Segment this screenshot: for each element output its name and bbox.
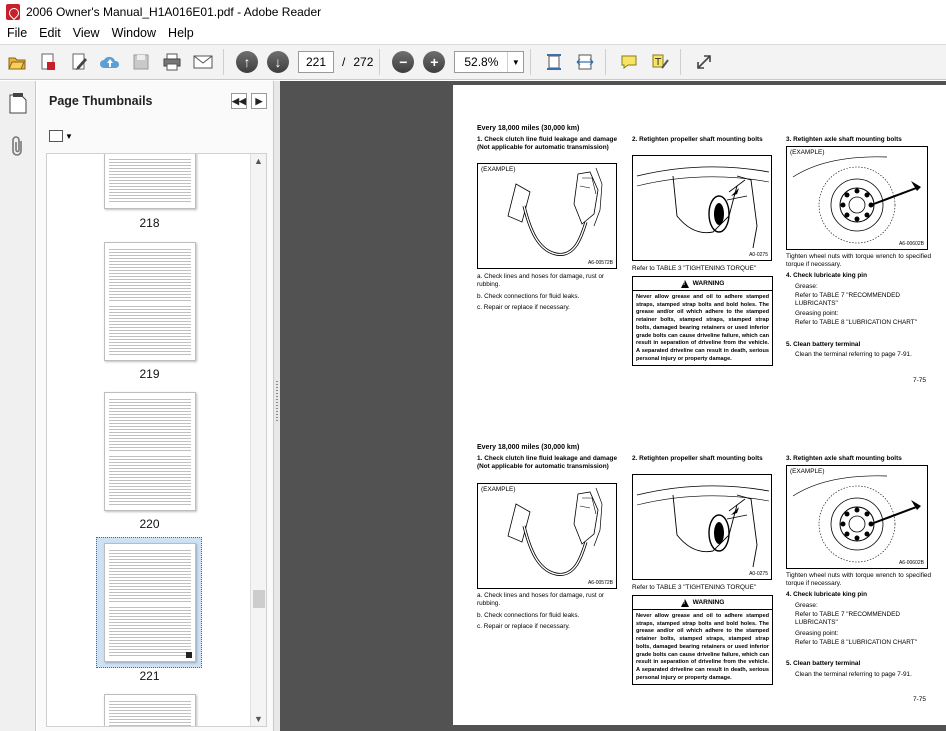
chevron-down-icon: ▼ — [507, 52, 523, 72]
page-thumbnails-nav-button[interactable] — [0, 85, 36, 121]
toolbar — [0, 44, 946, 80]
minus-icon: − — [392, 51, 414, 73]
chevron-right-icon: ▶ — [255, 95, 263, 106]
step-1-item-b: b. Check connections for fluid leaks. — [477, 612, 580, 619]
axle-shaft-figure — [786, 146, 928, 250]
warning-box — [632, 595, 773, 685]
scroll-up-icon[interactable]: ▲ — [254, 156, 263, 166]
thumbnail-page-219[interactable] — [104, 242, 196, 361]
step-3-title: 3. Retighten axle shaft mounting bolts — [786, 455, 902, 462]
clutch-line-figure — [477, 163, 617, 269]
step-3-title: 3. Retighten axle shaft mounting bolts — [786, 136, 902, 143]
toolbar-separator — [379, 49, 380, 75]
figure-code: A0-0275 — [749, 571, 768, 577]
chevron-down-icon: ▼ — [65, 131, 73, 141]
step-4-line: Refer to TABLE 7 "RECOMMENDED LUBRICANTS" — [795, 292, 901, 308]
thumbnail-page-220[interactable] — [104, 392, 196, 511]
propeller-shaft-figure — [632, 155, 772, 261]
printer-icon — [162, 52, 182, 72]
step-3-text: Tighten wheel nuts with torque wrench to specified torque if necessary. — [786, 253, 931, 269]
thumbnail-options-button[interactable] — [49, 127, 77, 145]
next-page-button[interactable] — [264, 48, 292, 76]
scroll-down-icon[interactable]: ▼ — [254, 714, 263, 724]
step-2-title: 2. Retighten propeller shaft mounting bolts — [632, 136, 763, 143]
edit-pdf-button[interactable] — [65, 48, 93, 76]
thumbnail-divider — [108, 602, 192, 606]
thumbnail-label: 219 — [139, 367, 160, 381]
options-menu-icon — [49, 130, 63, 142]
warning-text: Never allow grease and oil to adhere stamped straps, stamped strap bolts and bold holes. The grease and/or oil which adhere to the stamped retainer bolts, stamped straps, stamped strap bolts, damaged bearing retainers or used inferior grade bolts can cause driveline failure, which can result in separation of driveline from the vehicle. A separated driveline can result in death, serious personal injury or property damage. — [636, 613, 769, 681]
thumbnail-page-next[interactable] — [104, 694, 196, 727]
axle-shaft-figure — [786, 465, 928, 569]
step-1-item-a: a. Check lines and hoses for damage, rust or rubbing. — [477, 273, 605, 289]
step-1-title: 1. Check clutch line fluid leakage and damage (Not applicable for automatic transmission) — [477, 136, 617, 152]
pdf-page — [453, 85, 946, 725]
thumbnails-options-row — [37, 121, 273, 151]
title-bar — [0, 0, 946, 23]
arrow-down-icon: ↓ — [267, 51, 289, 73]
step-1-item-a: a. Check lines and hoses for damage, rust or rubbing. — [477, 592, 605, 608]
fit-width-icon — [575, 52, 595, 72]
figure-code: A6-00572B — [587, 260, 613, 266]
page-number: 7-75 — [913, 696, 927, 703]
step-4-line: Grease: — [795, 602, 818, 609]
clutch-hose-drawing — [478, 164, 617, 269]
thumbnail-text-lines — [109, 157, 191, 204]
thumbnail-page-corner-marker — [186, 652, 192, 658]
arrow-up-icon: ↑ — [236, 51, 258, 73]
edit-document-icon — [69, 52, 89, 72]
menu-help[interactable]: Help — [168, 26, 194, 40]
step-1-item-c: c. Repair or replace if necessary. — [477, 623, 570, 630]
window-title: 2006 Owner's Manual_H1A016E01.pdf - Adobe Reader — [26, 4, 322, 19]
step-4-line: Refer to TABLE 8 "LUBRICATION CHART" — [795, 319, 917, 326]
save-button[interactable] — [127, 48, 155, 76]
figure-tag: (EXAMPLE) — [790, 468, 825, 475]
warning-triangle-icon — [681, 599, 689, 607]
figure-code: A6-00602B — [898, 560, 924, 566]
step-5-text: Clean the terminal referring to page 7-91. — [795, 351, 912, 358]
create-pdf-icon — [38, 52, 58, 72]
svg-text:T: T — [655, 57, 662, 68]
warning-text: Never allow grease and oil to adhere stamped straps, stamped strap bolts and bold holes. The grease and/or oil which adhere to the stamped retainer bolts, stamped straps, stamped strap bolts, damaged bearing retainers or used inferior grade bolts can cause driveline failure, which can result in separation of driveline from the vehicle. A separated driveline can result in death, serious personal injury or property damage. — [636, 294, 769, 362]
clutch-hose-drawing — [478, 484, 617, 589]
previous-page-button[interactable] — [233, 48, 261, 76]
page-number: 7-75 — [913, 377, 927, 384]
step-4-title: 4. Check lubricate king pin — [786, 591, 867, 598]
step-1-item-c: c. Repair or replace if necessary. — [477, 304, 570, 311]
tightening-torque-ref: Refer to TABLE 3 "TIGHTENING TORQUE" — [632, 265, 757, 272]
propeller-shaft-drawing — [633, 475, 772, 580]
figure-tag: (EXAMPLE) — [481, 486, 516, 493]
open-file-button[interactable] — [3, 48, 31, 76]
fit-width-button[interactable] — [571, 48, 599, 76]
thumbnail-page-218[interactable] — [104, 153, 196, 209]
attachments-nav-button[interactable] — [0, 129, 36, 165]
warning-title: WARNING — [692, 599, 725, 606]
zoom-value: 52.8% — [464, 55, 499, 69]
menu-edit[interactable]: Edit — [39, 26, 61, 40]
toolbar-separator — [605, 49, 606, 75]
thumbnail-label: 220 — [139, 517, 160, 531]
comment-button[interactable] — [615, 48, 643, 76]
propeller-shaft-figure — [632, 474, 772, 580]
thumbnail-page-221[interactable] — [104, 543, 196, 662]
warning-box — [632, 276, 773, 366]
collapse-panel-button[interactable] — [231, 93, 247, 109]
document-view[interactable] — [280, 81, 946, 731]
save-disk-icon — [131, 52, 151, 72]
fit-page-icon — [544, 52, 564, 72]
expand-button[interactable] — [690, 48, 718, 76]
total-pages: 272 — [353, 55, 374, 69]
step-5-title: 5. Clean battery terminal — [786, 341, 861, 348]
step-5-text: Clean the terminal referring to page 7-91. — [795, 671, 912, 678]
step-3-text: Tighten wheel nuts with torque wrench to specified torque if necessary. — [786, 572, 931, 588]
page-separator: / — [342, 55, 346, 69]
step-4-line: Refer to TABLE 7 "RECOMMENDED LUBRICANTS" — [795, 611, 901, 627]
step-4-line: Greasing point: — [795, 310, 839, 317]
page-number-input[interactable]: 221 — [298, 51, 334, 73]
menu-view[interactable]: View — [72, 26, 100, 40]
menu-file[interactable]: File — [7, 26, 28, 40]
fit-page-button[interactable] — [540, 48, 568, 76]
step-2-title: 2. Retighten propeller shaft mounting bolts — [632, 455, 763, 462]
open-folder-icon — [7, 52, 27, 72]
step-5-title: 5. Clean battery terminal — [786, 660, 861, 667]
clutch-line-figure — [477, 483, 617, 589]
warning-triangle-icon — [681, 280, 689, 288]
thumbnail-divider — [108, 301, 192, 305]
wheel-hub-drawing — [787, 466, 928, 569]
step-4-line: Greasing point: — [795, 630, 839, 637]
splitter-grip — [276, 381, 278, 421]
thumbnails-header — [37, 81, 273, 121]
thumbnail-list[interactable] — [46, 153, 267, 727]
figure-code: A6-00602B — [898, 241, 924, 247]
create-pdf-button[interactable] — [34, 48, 62, 76]
email-button[interactable] — [189, 48, 217, 76]
expand-arrows-icon — [694, 52, 714, 72]
zoom-in-button[interactable] — [420, 48, 448, 76]
figure-tag: (EXAMPLE) — [790, 149, 825, 156]
figure-code: A0-0275 — [749, 252, 768, 258]
toolbar-separator — [680, 49, 681, 75]
highlight-button[interactable] — [646, 48, 674, 76]
wheel-hub-drawing — [787, 147, 928, 250]
figure-tag: (EXAMPLE) — [481, 166, 516, 173]
upload-button[interactable] — [96, 48, 124, 76]
print-button[interactable] — [158, 48, 186, 76]
menu-window[interactable]: Window — [111, 26, 157, 40]
scrollbar-thumb[interactable] — [253, 590, 265, 608]
thumbnail-scrollbar[interactable] — [250, 154, 266, 726]
speech-bubble-icon — [619, 52, 639, 72]
plus-icon: + — [423, 51, 445, 73]
figure-code: A6-00572B — [587, 580, 613, 586]
propeller-shaft-drawing — [633, 156, 772, 261]
toolbar-separator — [223, 49, 224, 75]
section-heading: Every 18,000 miles (30,000 km) — [477, 125, 580, 132]
navigation-pane — [0, 81, 36, 731]
step-4-line: Refer to TABLE 8 "LUBRICATION CHART" — [795, 639, 917, 646]
thumbnail-divider — [108, 451, 192, 455]
thumbnails-title: Page Thumbnails — [49, 94, 153, 108]
warning-header — [633, 277, 772, 291]
page-thumbnails-icon — [7, 91, 29, 115]
thumbnail-label: 218 — [139, 216, 160, 230]
thumbnails-panel — [37, 81, 274, 731]
highlighter-icon — [650, 52, 670, 72]
panel-arrow-button[interactable] — [251, 93, 267, 109]
step-4-line: Grease: — [795, 283, 818, 290]
zoom-out-button[interactable] — [389, 48, 417, 76]
tightening-torque-ref: Refer to TABLE 3 "TIGHTENING TORQUE" — [632, 584, 757, 591]
step-4-title: 4. Check lubricate king pin — [786, 272, 867, 279]
step-1-title: 1. Check clutch line fluid leakage and damage (Not applicable for automatic transmission) — [477, 455, 617, 471]
thumbnail-text-lines — [109, 699, 191, 727]
zoom-select[interactable] — [454, 51, 524, 73]
adobe-reader-icon — [6, 4, 20, 20]
section-heading: Every 18,000 miles (30,000 km) — [477, 444, 580, 451]
menu-bar — [0, 23, 946, 43]
envelope-icon — [192, 52, 214, 72]
warning-title: WARNING — [692, 280, 725, 287]
double-chevron-left-icon: ◀◀ — [232, 95, 246, 106]
thumbnail-label: 221 — [139, 669, 160, 683]
toolbar-separator — [530, 49, 531, 75]
warning-header — [633, 596, 772, 610]
paperclip-icon — [8, 135, 28, 159]
cloud-upload-icon — [99, 52, 121, 72]
step-1-item-b: b. Check connections for fluid leaks. — [477, 293, 580, 300]
